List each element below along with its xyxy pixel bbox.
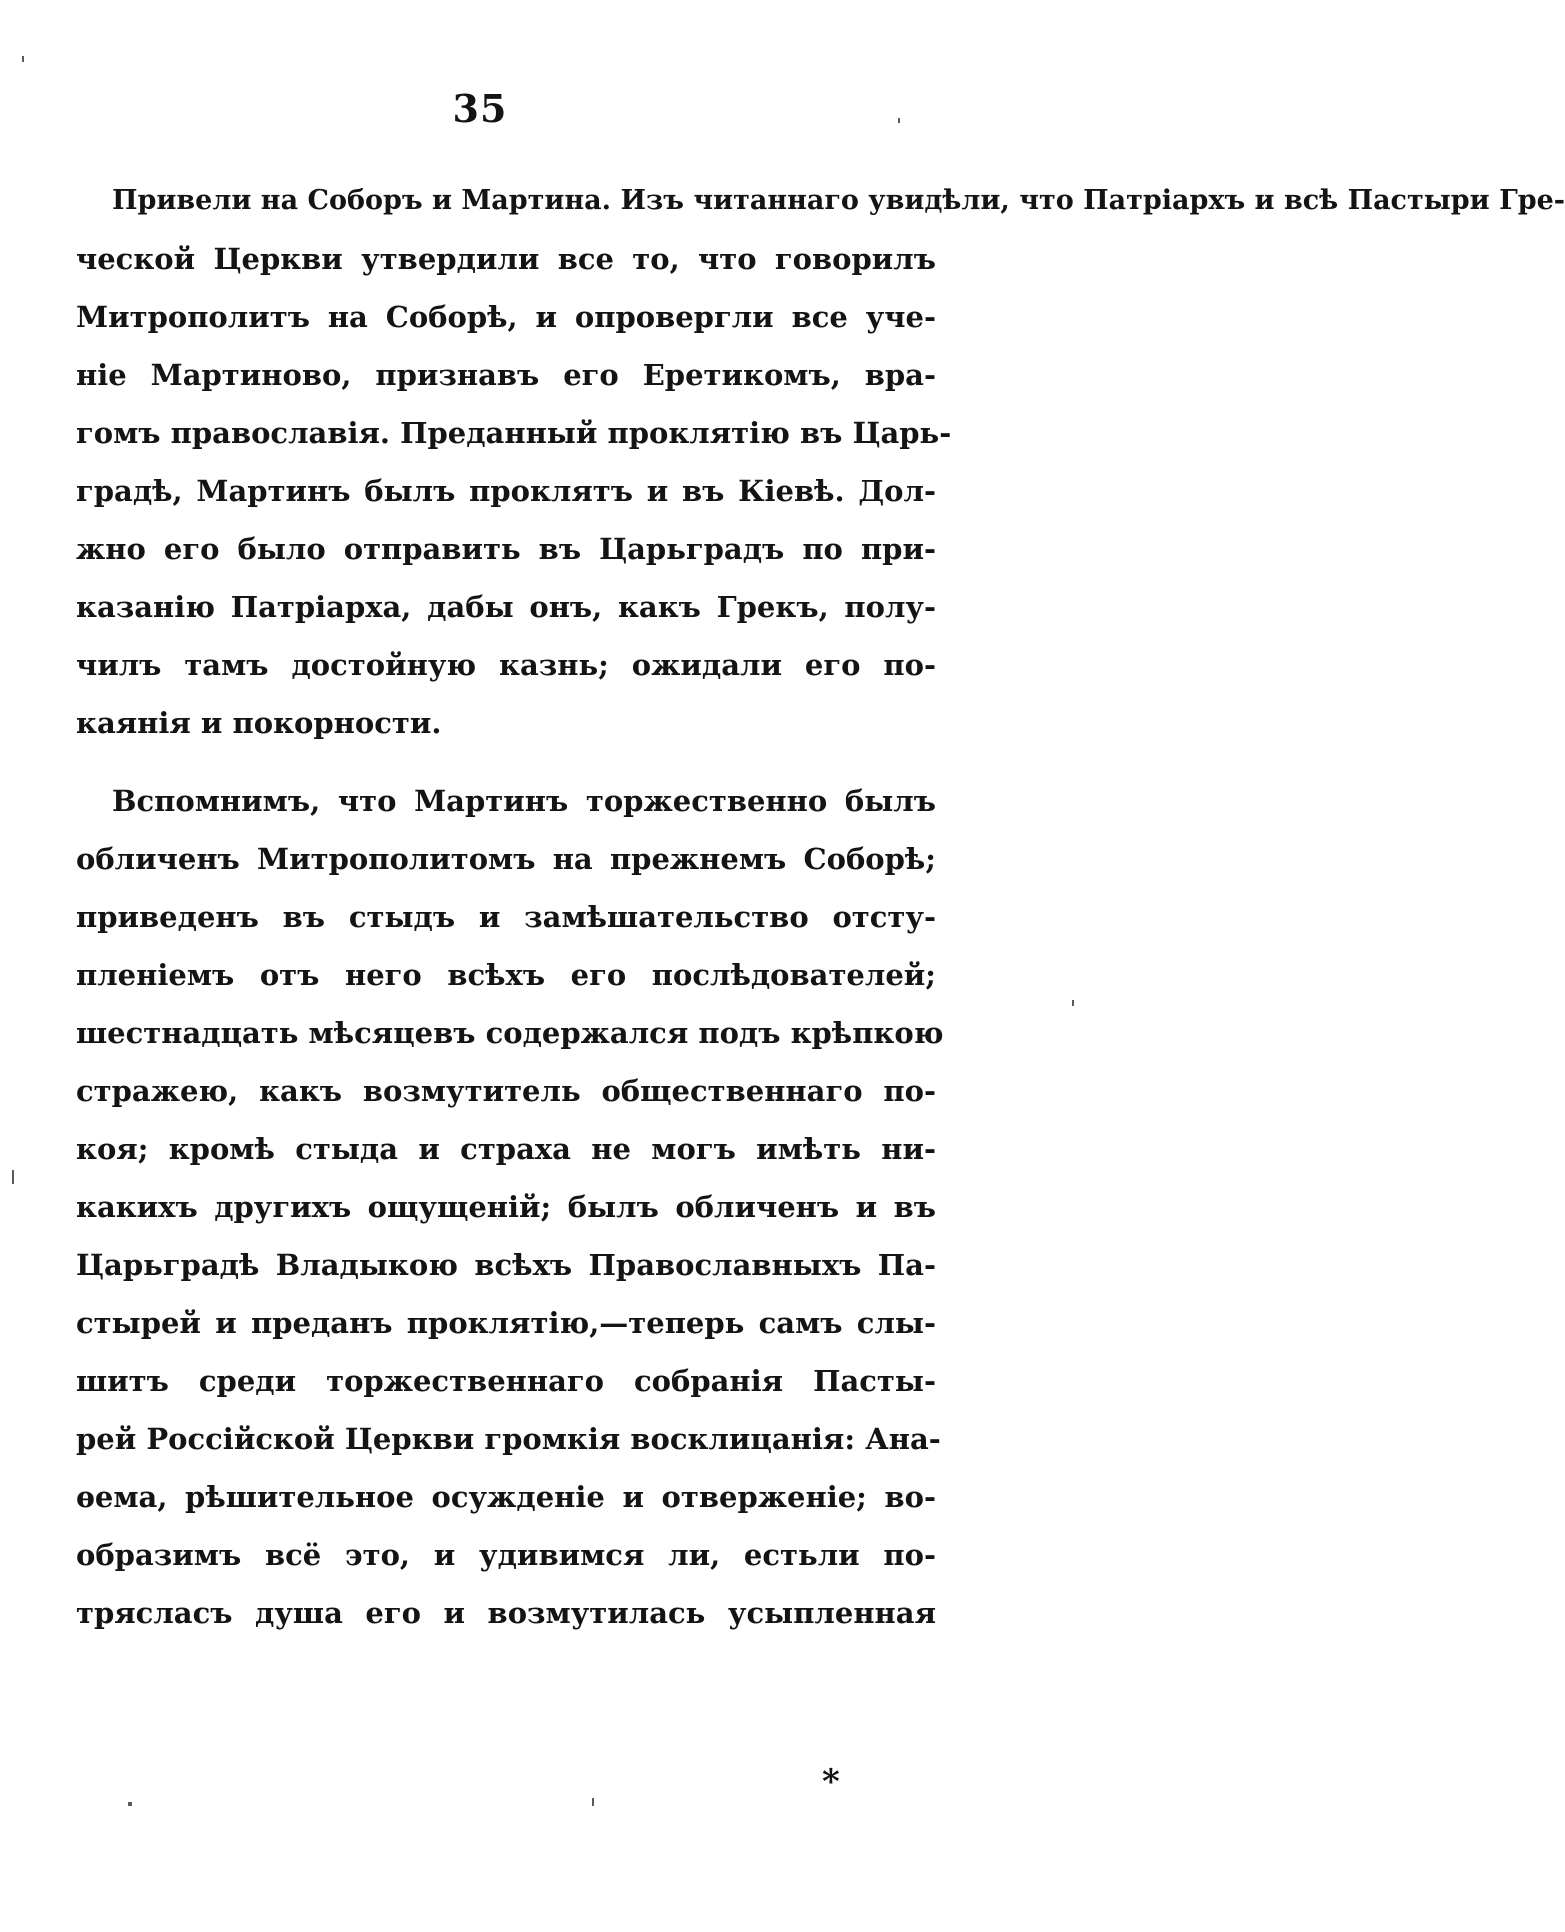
text-line: стырей и преданъ проклятію,—теперь самъ слы- <box>76 1306 936 1340</box>
scan-speck <box>128 1802 132 1806</box>
page-number: 35 <box>452 86 508 131</box>
text-line: Царьградѣ Владыкою всѣхъ Православныхъ Па- <box>76 1248 936 1282</box>
text-line: шитъ среди торжественнаго собранія Пасты- <box>76 1364 936 1398</box>
text-line: гомъ православія. Преданный проклятію въ Царь- <box>76 416 952 450</box>
text-line: Митрополитъ на Соборѣ, и опровергли все уче- <box>76 300 936 334</box>
text-line: образимъ всё это, и удивимся ли, естьли по- <box>76 1538 936 1572</box>
scan-speck <box>22 56 24 62</box>
text-line: чилъ тамъ достойную казнь; ожидали его по- <box>76 648 936 682</box>
scan-speck <box>898 118 900 123</box>
text-line: жно его было отправить въ Царьградъ по при- <box>76 532 936 566</box>
text-line: ніе Мартиново, признавъ его Еретикомъ, вра- <box>76 358 936 392</box>
text-line: обличенъ Митрополитомъ на прежнемъ Соборѣ; <box>76 842 936 876</box>
text-line: пленіемъ отъ него всѣхъ его послѣдователей; <box>76 958 936 992</box>
text-line: трясласъ душа его и возмутилась усыпленная <box>76 1596 936 1630</box>
body-text <box>76 172 1565 1642</box>
text-line: ческой Церкви утвердили все то, что говорилъ <box>76 242 936 276</box>
text-line: стражею, какъ возмутитель общественнаго по- <box>76 1074 936 1108</box>
scan-speck <box>12 1170 14 1184</box>
scan-speck <box>1072 1000 1074 1006</box>
text-line: приведенъ въ стыдъ и замѣшательство отсту- <box>76 900 936 934</box>
paragraph-gap <box>76 752 936 772</box>
text-line: ѳема, рѣшительное осужденіе и отверженіе; во- <box>76 1480 936 1514</box>
text-line: шестнадцать мѣсяцевъ содержался подъ крѣпкою <box>76 1016 944 1050</box>
paragraph-1 <box>76 172 1565 752</box>
text-line: какихъ другихъ ощущеній; былъ обличенъ и въ <box>76 1190 936 1224</box>
text-line: казанію Патріарха, дабы онъ, какъ Грекъ, полу- <box>76 590 936 624</box>
text-line: коя; кромѣ стыда и страха не могъ имѣть ни- <box>76 1132 936 1166</box>
scan-speck <box>592 1798 594 1806</box>
text-line: рей Россійской Церкви громкія восклицанія: Ана- <box>76 1422 941 1456</box>
signature-mark: * <box>822 1762 840 1802</box>
text-line: каянія и покорности. <box>76 706 442 740</box>
text-line: Привели на Соборъ и Мартина. Изъ читаннаго увидѣли, что Патріархъ и всѣ Пастыри Гре- <box>112 185 1565 216</box>
text-line: Вспомнимъ, что Мартинъ торжественно былъ <box>112 784 936 818</box>
paragraph-2 <box>76 772 944 1642</box>
text-line: градѣ, Мартинъ былъ проклятъ и въ Кіевѣ. Дол- <box>76 474 936 508</box>
